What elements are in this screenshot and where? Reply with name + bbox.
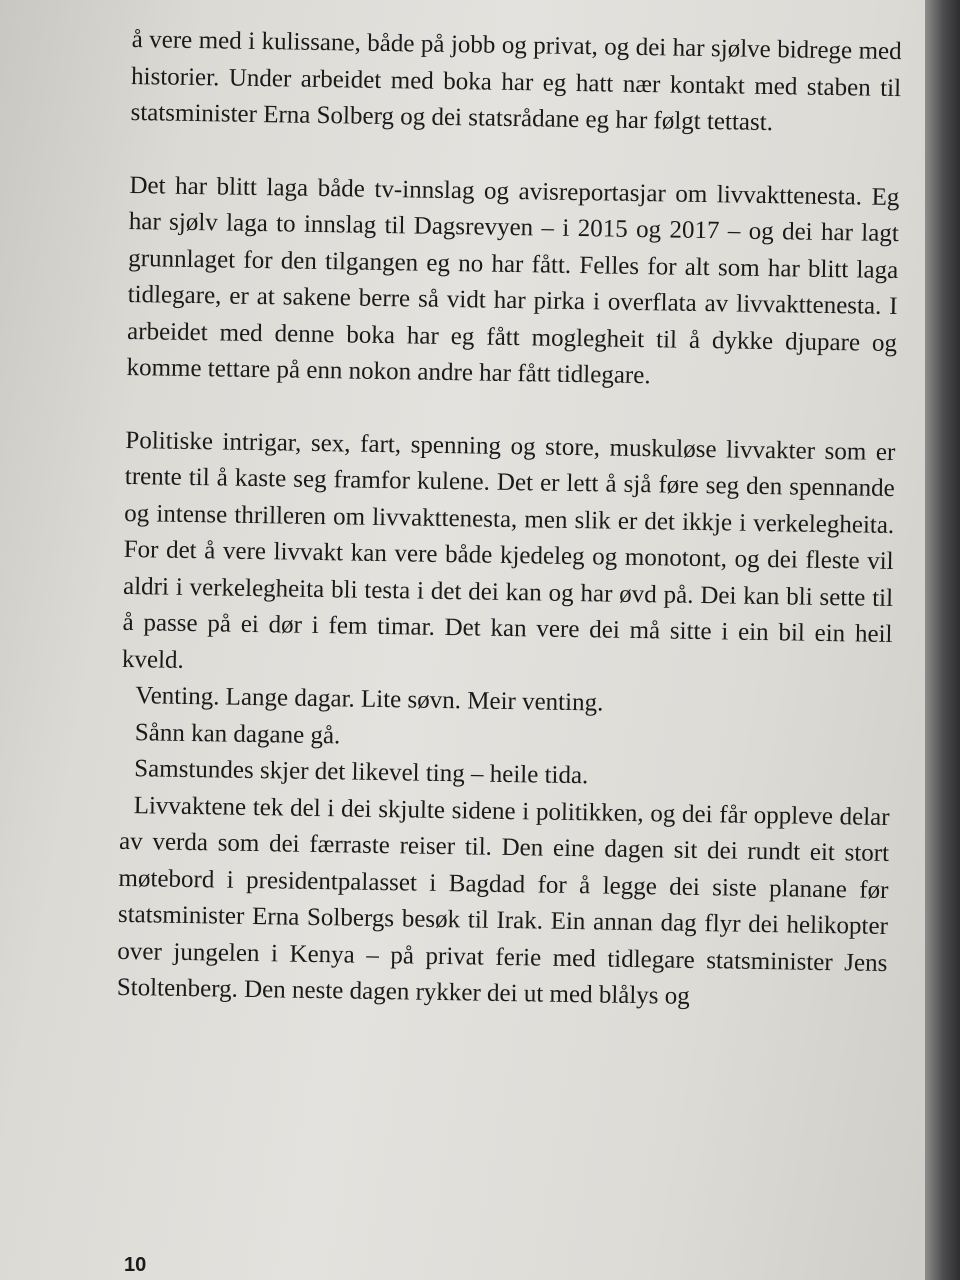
paragraph-3: Politiske intrigar, sex, fart, spenning og store, muskuløse livvakter som er trente til å kaste seg framfor kulene. Det er lett å sjå føre seg den spennande og intense thrilleren om livvakttenesta, men slik er det ikkje i verkelegheita. For det å vere livvakt kan vere både kjedeleg og monotont, og dei fleste vil aldri i verkelegheita bli testa i det dei kan og har øvd på. Dei kan bli sette til å passe på ei dør i fem timar. Det kan vere dei må sitte i ein bil ein heil kveld.	[121, 426, 896, 674]
paragraph-1: å vere med i kulissane, både på jobb og privat, og dei har sjølve bidrege med historier. Under arbeidet med boka har eg hatt nær kontakt med staben til statsminister Erna Solberg og dei statsrådane eg har følgt tettast.	[130, 25, 902, 137]
paragraph-2: Det har blitt laga både tv-innslag og avisreportasjar om livvakttenesta. Eg har sjølv laga to innslag til Dagsrevyen – i 2015 og 2017 – og dei har lagt grunnlaget for den tilgangen eg no har fått. Felles for alt som har blitt laga tidlegare, er at sakene berre så vidt har pirka i overflata av livvakttenesta. I arbeidet med denne boka har eg fått moglegheit til å dykke djupare og komme tettare på enn nokon andre har fått tidlegare.	[126, 171, 900, 390]
paragraph-6: Samstundes skjer det likevel ting – heile tida.	[134, 755, 589, 790]
page-number: 10	[124, 1254, 147, 1276]
page-edge-shadow	[925, 0, 960, 1280]
paragraph-7: Livvaktene tek del i dei skjulte sidene i politikken, og dei får oppleve delar av verda som dei færraste reiser til. Den eine dagen sit dei rundt eit stort møtebord i presidentpalasset i Bagdad for å legge dei siste planane før statsminister Erna Solbergs besøk til Irak. Ein annan dag flyr dei helikopter over jungelen i Kenya – på privat ferie med tidlegare statsminister Jens Stoltenberg. Den neste dagen rykker dei ut med blålys og	[116, 791, 890, 1010]
paragraph-4: Venting. Lange dagar. Lite søvn. Meir venting.	[135, 682, 604, 717]
body-text	[117, 22, 902, 1018]
paragraph-5: Sånn kan dagane gå.	[134, 718, 341, 749]
